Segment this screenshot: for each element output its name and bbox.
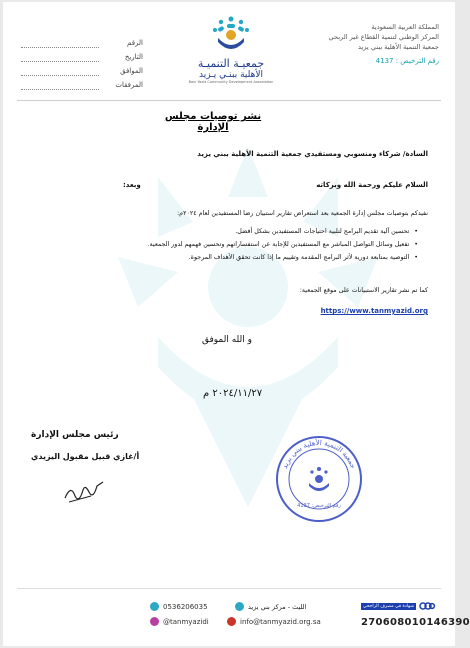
letter-title: نشر توصيات مجلس الإدارة <box>164 111 262 133</box>
footer-email: info@tanmyazid.org.sa <box>227 617 321 626</box>
logo-name: جمعيـة التنميـة <box>197 57 265 70</box>
logo-emblem-icon <box>210 14 252 54</box>
stamp-text: جمعية التنمية الأهلية ببني يزيد <box>280 438 358 470</box>
bank-account <box>361 601 470 628</box>
closing: و الله الموفق <box>201 335 252 345</box>
website-link[interactable]: https://www.tanmyazid.org <box>320 307 428 315</box>
recommendations-list <box>118 225 428 264</box>
letter-date: ٢٠٢٤/١١/٢٧ م <box>203 388 263 399</box>
logo-english-name: Bani Yazid Community Development Association <box>188 80 274 84</box>
letter-page <box>3 2 470 646</box>
stamp-license: رقم الترخيص: 4137 <box>297 503 341 509</box>
license-number: رقم الترخيص : 4137 <box>375 57 439 65</box>
greeting-after: وبعد: <box>123 181 141 189</box>
signer-name: أ/غازي قبيل مقبول اليزيدي <box>31 452 140 461</box>
footer-phone: 0536206035 <box>150 602 208 611</box>
list-item: • التوصية بمتابعة دورية لأثر البرامج المقدمة وتقييم ما إذا كانت تحقق الأهداف المرجوة. <box>118 251 418 264</box>
org-line: جمعية التنمية الأهلية ببني يزيد <box>358 43 439 51</box>
footer-divider <box>17 588 441 589</box>
field-corresponding: الموافق <box>21 64 143 78</box>
email-icon <box>227 617 236 626</box>
signature <box>61 476 107 506</box>
footer-address: الليث - مركز بني يزيد <box>235 602 306 611</box>
bank-label: شهادة في مصرف الراجحي <box>363 603 415 609</box>
official-stamp <box>275 435 363 523</box>
signer-title: رئيس مجلس الإدارة <box>31 430 119 440</box>
publish-note: كما تم نشر تقارير الاستبيانات على موقع الجمعية: <box>299 287 428 294</box>
website-link-wrap <box>321 307 428 315</box>
field-date: التاريخ <box>21 50 143 64</box>
greeting: السلام عليكم ورحمة الله وبركاته <box>316 181 428 189</box>
location-icon <box>235 602 244 611</box>
addressee: السادة/ شركاء ومنسوبي ومستفيدي جمعية التنمية الأهلية ببني يزيد <box>197 150 428 158</box>
letter-fields <box>21 36 143 92</box>
bank-account-number: 270608010146390 <box>361 617 470 628</box>
list-item: • تفعيل وسائل التواصل المباشر مع المستفيدين للإجابة عن استفساراتهم وتحسين فهمهم لدور الجمعية. <box>118 238 418 251</box>
logo-name-2: الأهلية ببنـي يـزيد <box>198 70 264 80</box>
org-line: المركز الوطني لتنمية القطاع غير الربحي <box>328 33 439 41</box>
association-logo <box>178 14 284 84</box>
phone-icon <box>150 602 159 611</box>
intro-text: نفيدكم بتوصيات مجلس إدارة الجمعية بعد استعراض تقارير استبيان رضا المستفيدين لعام ٢٠٢٤م: <box>177 210 428 217</box>
footer <box>3 588 470 646</box>
bank-logo-icon <box>419 601 435 611</box>
list-item: • تحسين آلية تقديم البرامج لتلبية احتياجات المستفيدين بشكل أفضل. <box>118 225 418 238</box>
footer-twitter: @tanmyazidi <box>150 617 209 626</box>
org-header <box>279 22 439 66</box>
social-icon <box>150 617 159 626</box>
org-line: المملكة العربية السعودية <box>371 23 439 31</box>
header-divider <box>17 100 441 101</box>
field-number: الرقم <box>21 36 143 50</box>
field-attachments: المرفقات <box>21 78 143 92</box>
